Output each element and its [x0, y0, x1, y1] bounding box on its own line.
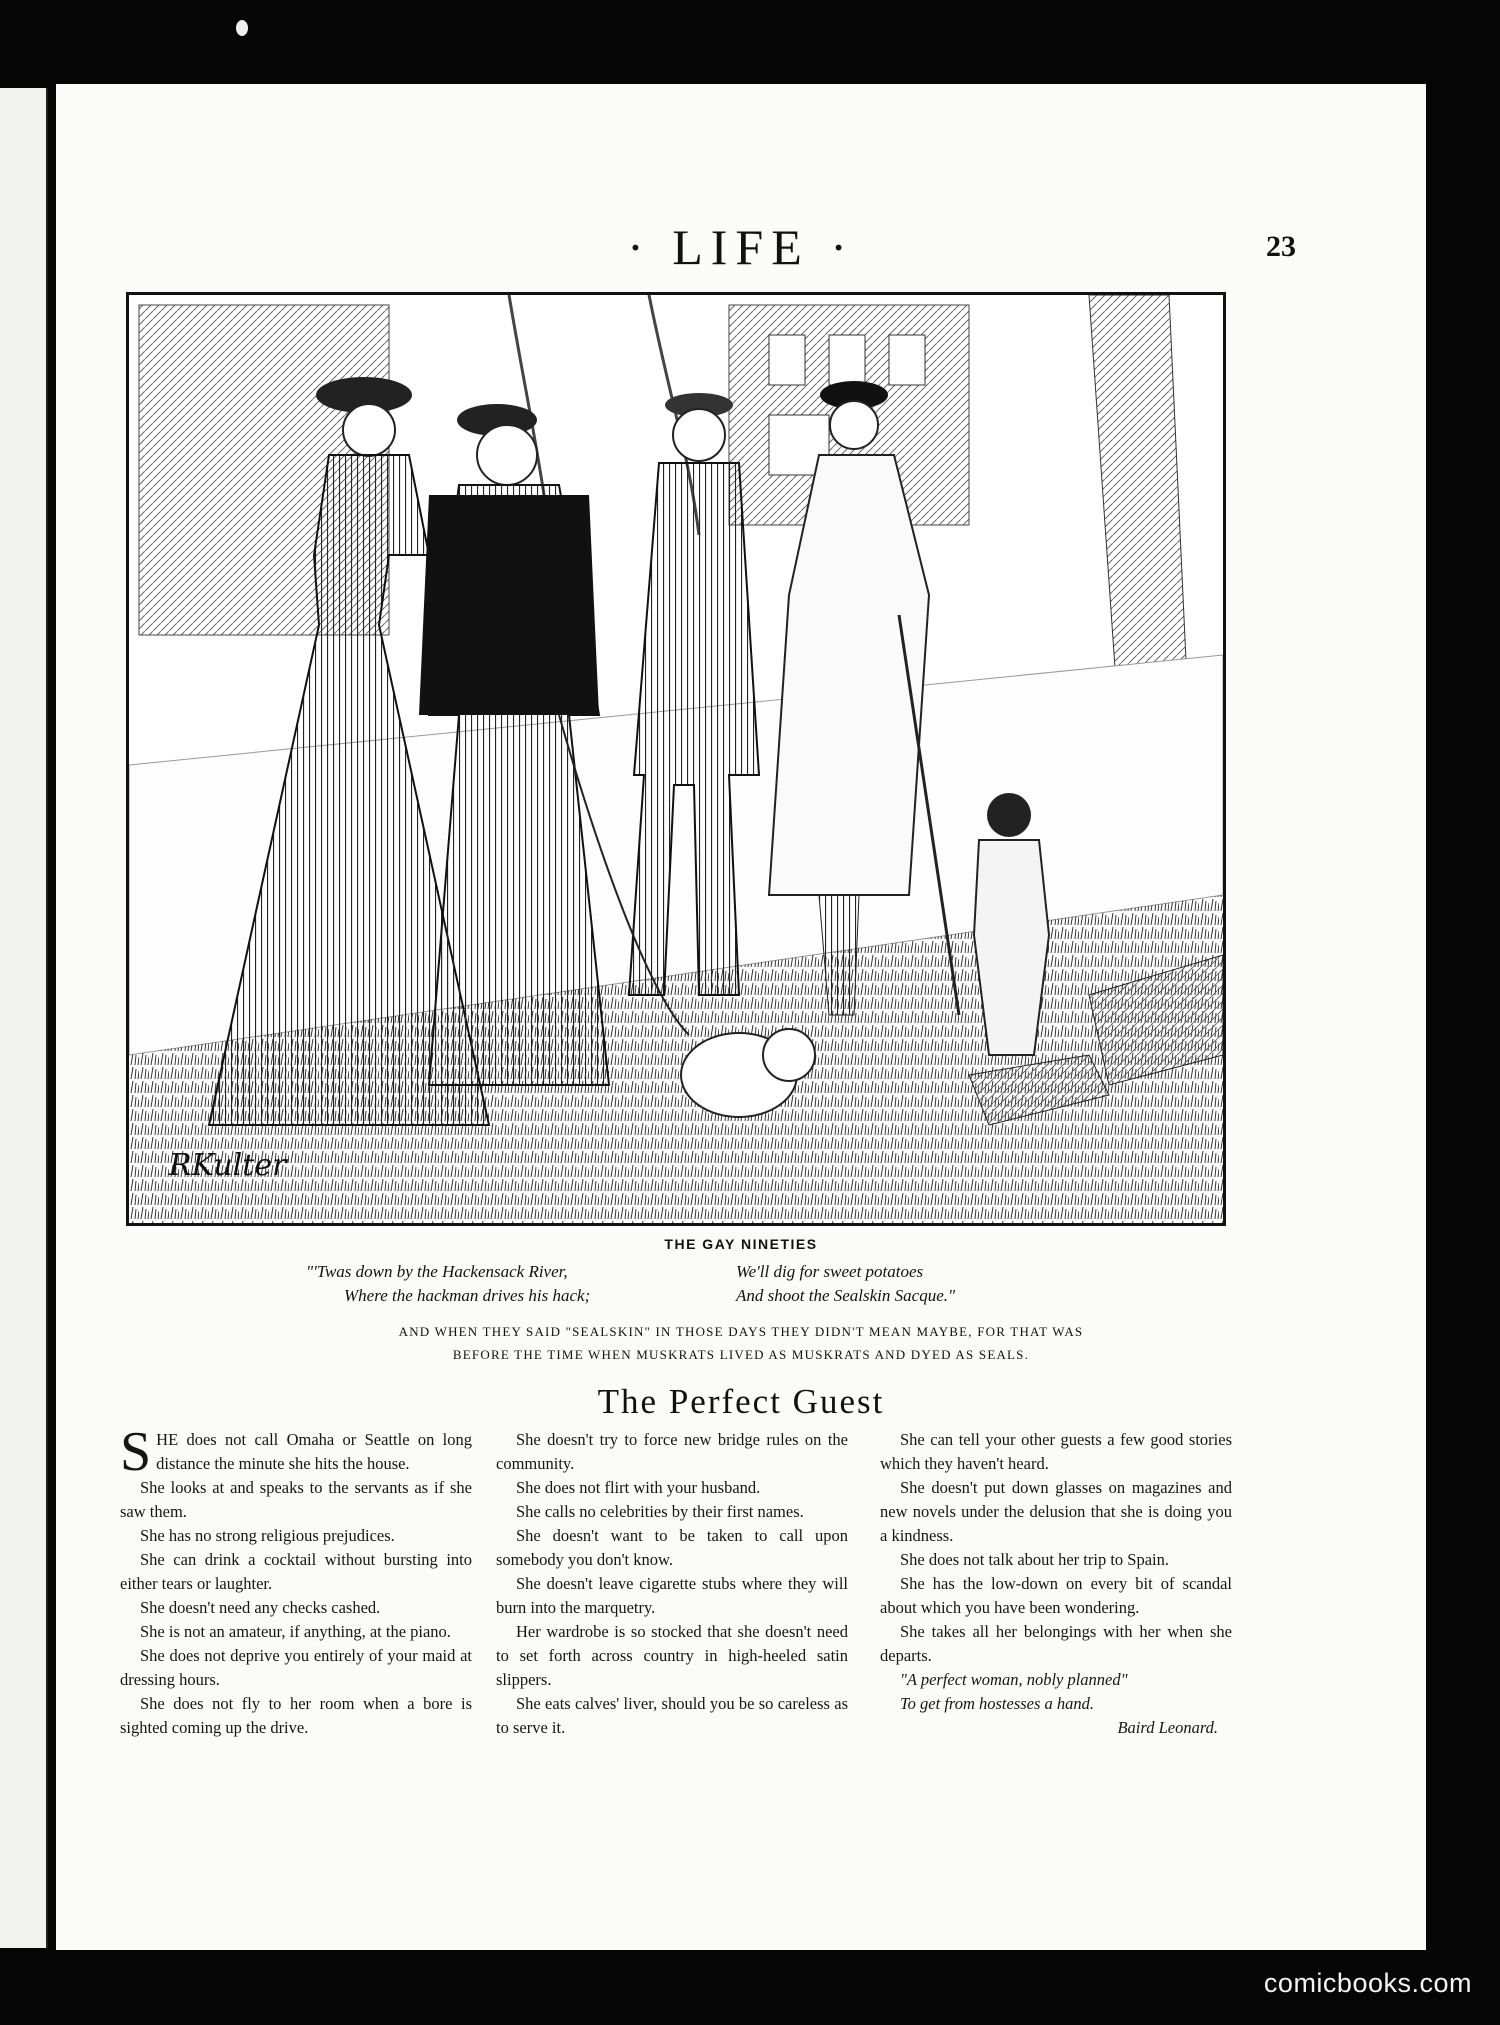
closing-verse-line: "A perfect woman, nobly planned" — [900, 1670, 1128, 1689]
closing-verse-line: To get from hostesses a hand. — [900, 1694, 1095, 1713]
article-column-2 — [496, 1428, 848, 1740]
paragraph: She has the low-down on every bit of scandal about which you have been wondering. — [880, 1574, 1232, 1617]
caption-note — [236, 1320, 1246, 1366]
paragraph: She does not fly to her room when a bore is sighted coming up the drive. — [120, 1694, 472, 1737]
caption-verse-left — [306, 1260, 590, 1308]
paragraph: She can tell your other guests a few good stories which they haven't heard. — [880, 1430, 1232, 1473]
source-watermark: comicbooks.com — [1263, 1968, 1472, 1998]
paragraph: She does not talk about her trip to Spain. — [900, 1550, 1170, 1569]
drop-cap: S — [120, 1421, 152, 1483]
paragraph: She looks at and speaks to the servants as if she saw them. — [120, 1478, 472, 1521]
paragraph: She eats calves' liver, should you be so careless as to serve it. — [496, 1694, 848, 1737]
paragraph: She doesn't want to be taken to call upon somebody you don't know. — [496, 1526, 848, 1569]
paragraph: She does not flirt with your husband. — [516, 1478, 761, 1497]
page-number: 23 — [1266, 230, 1296, 263]
paragraph: She doesn't leave cigarette stubs where they will burn into the marquetry. — [496, 1574, 848, 1617]
magazine-page — [56, 84, 1426, 1950]
paragraph: She is not an amateur, if anything, at the piano. — [140, 1622, 451, 1641]
verse-line: We'll dig for sweet potatoes — [736, 1262, 924, 1281]
caption-note-line: AND WHEN THEY SAID "SEALSKIN" IN THOSE DAYS THEY DIDN'T MEAN MAYBE, FOR THAT WAS — [398, 1324, 1084, 1339]
author-signature: Baird Leonard. — [1117, 1718, 1218, 1737]
cartoon-caption-title: THE GAY NINETIES — [664, 1236, 818, 1252]
paragraph: She doesn't put down glasses on magazines and new novels under the delusion that she is doing you a kindness. — [880, 1478, 1232, 1545]
paragraph: Her wardrobe is so stocked that she doesn't need to set forth across country in high-heeled satin slippers. — [496, 1622, 848, 1689]
verse-line: And shoot the Sealskin Sacque." — [736, 1286, 956, 1305]
caption-verse-right — [736, 1260, 955, 1308]
cartoon-drawing — [129, 295, 1223, 1223]
article-column-3 — [880, 1428, 1232, 1740]
paragraph: She doesn't need any checks cashed. — [140, 1598, 381, 1617]
verse-line: "'Twas down by the Hackensack River, — [306, 1262, 568, 1281]
paragraph: She doesn't try to force new bridge rules on the community. — [496, 1430, 848, 1473]
paragraph: She has no strong religious prejudices. — [140, 1526, 395, 1545]
article-title: The Perfect Guest — [597, 1382, 885, 1421]
paragraph: She calls no celebrities by their first names. — [516, 1502, 804, 1521]
cartoon-illustration — [126, 292, 1226, 1226]
magazine-title: · LIFE · — [627, 219, 855, 275]
paragraph: She can drink a cocktail without bursting into either tears or laughter. — [120, 1550, 472, 1593]
paragraph: She takes all her belongings with her when she departs. — [880, 1622, 1232, 1665]
artist-signature: RKulter — [169, 1148, 287, 1183]
verse-line: Where the hackman drives his hack; — [344, 1286, 591, 1305]
left-page-edge — [0, 88, 48, 1948]
article-column-1 — [120, 1421, 472, 1740]
caption-note-line: BEFORE THE TIME WHEN MUSKRATS LIVED AS MUSKRATS AND DYED AS SEALS. — [452, 1347, 1030, 1362]
scan-speck — [236, 20, 248, 36]
paragraph: SHE does not call Omaha or Seattle on long distance the minute she hits the house. — [120, 1421, 472, 1483]
paragraph: She does not deprive you entirely of your maid at dressing hours. — [120, 1646, 472, 1689]
